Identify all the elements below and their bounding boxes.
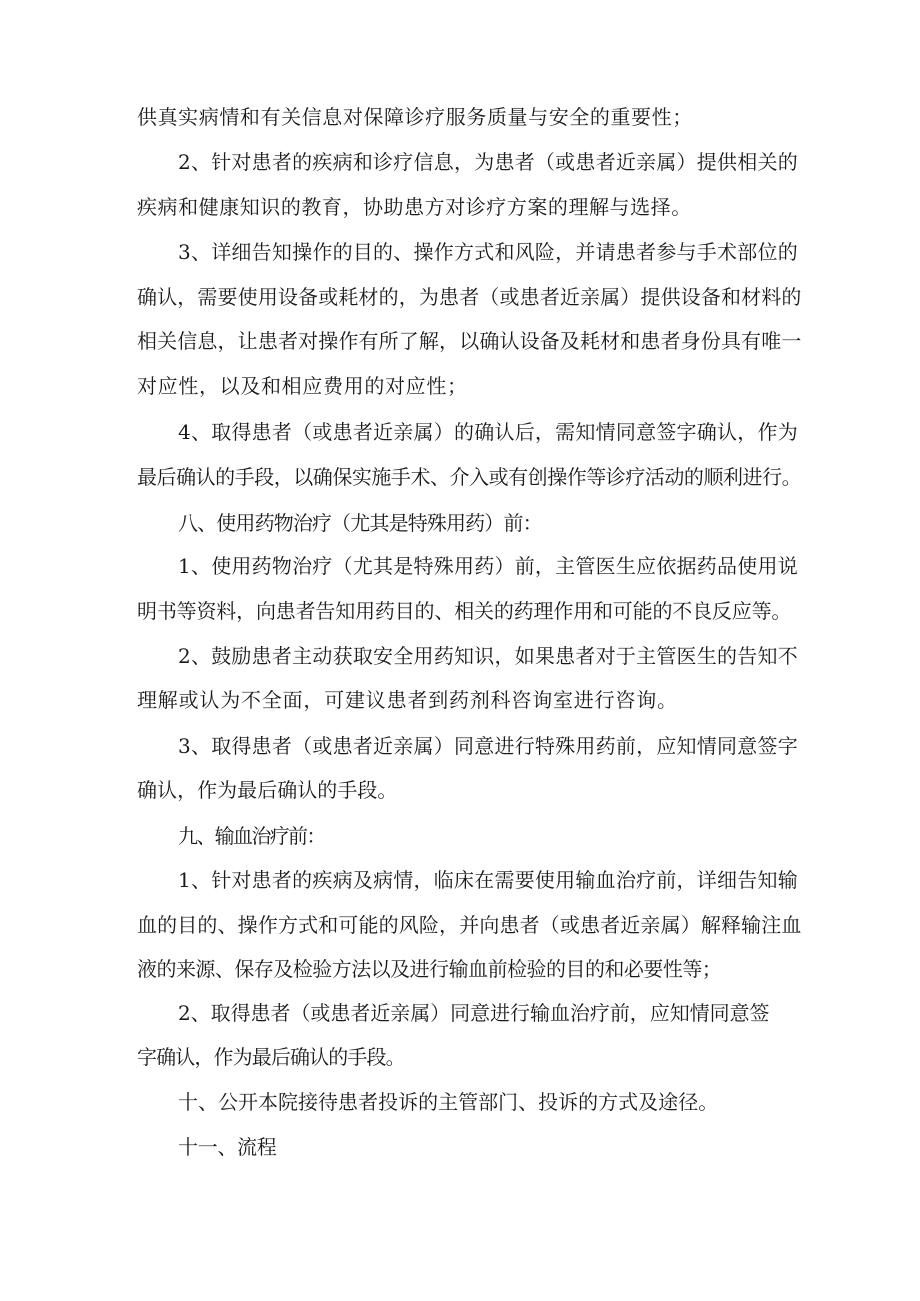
text-line: 1、针对患者的疾病及病情，临床在需要使用输血治疗前，详细告知输 <box>178 868 798 892</box>
section-heading: 十一、流程 <box>178 1135 277 1159</box>
section-heading: 九、输血治疗前： <box>178 824 325 848</box>
text-line: 2、取得患者（或患者近亲属）同意进行输血治疗前，应知情同意签 <box>178 1001 770 1025</box>
text-line: 1、使用药物治疗（尤其是特殊用药）前，主管医生应依据药品使用说 <box>178 554 798 578</box>
text-line: 确认，需要使用设备或耗材的，为患者（或患者近亲属）提供设备和材料的 <box>137 285 802 309</box>
text-line: 确认，作为最后确认的手段。 <box>137 778 398 802</box>
text-line: 十、公开本院接待患者投诉的主管部门、投诉的方式及途径。 <box>178 1090 719 1114</box>
text-line: 字确认，作为最后确认的手段。 <box>137 1045 405 1069</box>
text-line: 4、取得患者（或患者近亲属）的确认后，需知情同意签字确认，作为 <box>178 420 798 444</box>
text-line: 疾病和健康知识的教育，协助患方对诊疗方案的理解与选择。 <box>137 195 692 219</box>
text-line: 相关信息，让患者对操作有所了解，以确认设备及耗材和患者身份具有唯一 <box>137 329 802 353</box>
text-line: 液的来源、保存及检验方法以及进行输血前检验的目的和必要性等； <box>137 957 722 981</box>
text-line: 血的目的、操作方式和可能的风险，并向患者（或患者近亲属）解释输注血 <box>137 913 802 937</box>
text-line: 理解或认为不全面，可建议患者到药剂科咨询室进行咨询。 <box>137 688 678 712</box>
text-line: 2、针对患者的疾病和诊疗信息，为患者（或患者近亲属）提供相关的 <box>178 150 798 174</box>
text-line: 明书等资料，向患者告知用药目的、相关的药理作用和可能的不良反应等。 <box>137 599 792 623</box>
text-line: 供真实病情和有关信息对保障诊疗服务质量与安全的重要性； <box>137 105 693 129</box>
text-line: 3、取得患者（或患者近亲属）同意进行特殊用药前，应知情同意签字 <box>178 734 798 758</box>
text-line: 最后确认的手段，以确保实施手术、介入或有创操作等诊疗活动的顺利进行。 <box>137 465 802 489</box>
text-line: 对应性，以及和相应费用的对应性； <box>137 374 468 398</box>
text-line: 2、鼓励患者主动获取安全用药知识，如果患者对于主管医生的告知不 <box>178 644 798 668</box>
text-line: 3、详细告知操作的目的、操作方式和风险，并请患者参与手术部位的 <box>178 240 798 264</box>
section-heading: 八、使用药物治疗（尤其是特殊用药）前： <box>178 511 542 535</box>
